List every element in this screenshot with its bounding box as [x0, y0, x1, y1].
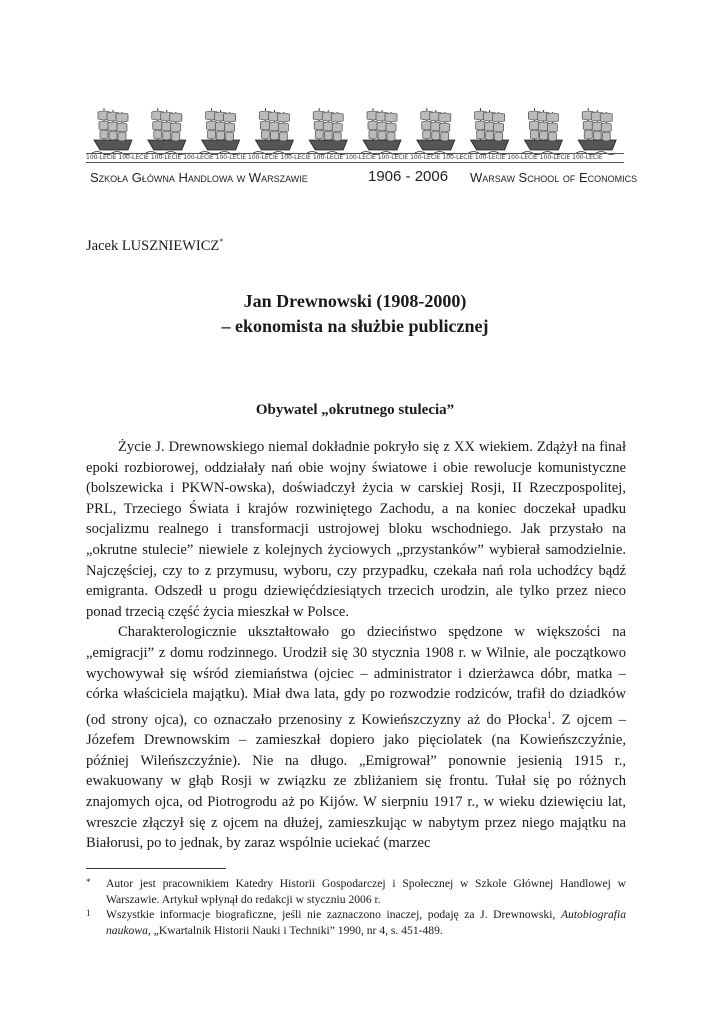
footnote-text: [106, 907, 626, 938]
footnote-separator: [86, 868, 226, 869]
article-title-line2: – ekonomista na służbie publicznej: [221, 316, 489, 336]
author-footnote-mark: *: [219, 237, 224, 246]
ship-icon: [469, 108, 509, 155]
ship-icon: [522, 108, 562, 155]
footnotes: [86, 876, 626, 938]
ship-icon: [92, 108, 132, 155]
ship-icon: [200, 108, 240, 155]
paragraph-2-part-a: Charakterologicznie ukształtowało go dzieciństwo spędzone w większości na „emigracji” z domu rodzinnego. Urodził się 30 stycznia 1908 r. w Wilnie, ale początkowo wychowywał się wśród ziemiaństwa (ojciec – administrator i dzierżawca dóbr, matka – córka właściciela majątku). Miał dwa lata, gdy po rozwodzie rodziców, trafił do dziadków (od strony ojca), co oznaczało przenosiny z Kowieńszczyzny aż do Płocka: [86, 624, 626, 728]
footnote-mark: *: [86, 877, 91, 887]
footnote-cited-title: Autobiografia naukowa: [106, 908, 626, 937]
ship-icon: [253, 108, 293, 155]
ship-icon: [576, 108, 616, 155]
article-title-line1: Jan Drewnowski (1908-2000): [243, 291, 467, 311]
ship-logo-row: [86, 104, 624, 156]
author-name: [86, 233, 223, 255]
ship-icon: [146, 108, 186, 155]
footnote-mark: 1: [86, 908, 91, 918]
centenary-strip: 100-LECIE 100-LECIE 100-LECIE 100-LECIE 100-LECIE 100-LECIE 100-LECIE 100-LECIE 100-LECIE 100-LECIE 100-LECIE 100-LECIE 100-LECIE 100-LECIE 100-LECIE 100-LECIE: [86, 153, 624, 163]
footnote-1: [86, 907, 626, 938]
ship-icon: [307, 108, 347, 155]
footnote-author: [86, 876, 626, 907]
footnote-text-part-b: , „Kwartalnik Historii Nauki i Techniki” 1990, nr 4, s. 451-489.: [147, 923, 443, 937]
school-name-english: Warsaw School of Economics: [470, 170, 638, 185]
ship-icon: [361, 108, 401, 155]
ship-icon: [415, 108, 455, 155]
paragraph-2: [86, 622, 626, 853]
anniversary-years: 1906 - 2006: [368, 168, 449, 185]
body-text: [86, 437, 626, 854]
paragraph-1: Życie J. Drewnowskiego niemal dokładnie pokryło się z XX wiekiem. Zdążył na finał epoki rozbiorowej, oddziałały nań obie wojny światowe i obie rewolucje komunistyczne (bolszewicka i PKWN-owska), doświadczył życia w carskiej Rosji, II Rzeczpospolitej, PRL, Trzeciego Świata i krajów rozwiniętego Zachodu, a na koniec doczekał upadku socjalizmu realnego i transformacji ustrojowej bloku wschodniego. Jak przystało na „okrutne stulecie” niewiele z kolejnych życiowych „przystanków” wybierał samodzielnie. Najczęściej, czy to z przymusu, wyboru, czy przypadku, czekała nań rola uchodźcy bądź emigranta. Odszedł u progu dziewięćdziesiątych trzecich urodzin, ale tylko przez nieco ponad trzecią część życia mieszkał w Polsce.: [86, 439, 626, 620]
author-text: Jacek LUSZNIEWICZ: [86, 237, 220, 254]
footnote-text: Autor jest pracownikiem Katedry Historii Gospodarczej i Społecznej w Szkole Głównej Handlowej w Warszawie. Artykuł wpłynął do redakcji w styczniu 2006 r.: [106, 877, 626, 906]
section-heading: Obywatel „okrutnego stulecia”: [255, 402, 455, 418]
footnote-text-part-a: Wszystkie informacje biograficzne, jeśli nie zaznaczono inaczej, podaję za J. Drewnowski,: [106, 908, 561, 921]
paragraph-2-part-b: . Z ojcem – Józefem Drewnowskim – zamieszkał dopiero jako pięciolatek (na Kowieńszczyźnie, później Wileńszczyźnie). Nie na długo. „Emigrował” ponownie jesienią 1915 r., ewakuowany w głąb Rosji w związku ze zbliżaniem się frontu. Tułał się po różnych znajomych ojca, od Piotrogrodu aż po Kijów. W sierpniu 1917 r., w wieku dziewięciu lat, wreszcie złączył się z ojcem na dłużej, zamieszkując w nabytym przez niego majątku na Białorusi, po to jednak, by zaraz wspólnie uciekać (marzec: [86, 711, 627, 852]
school-name-polish: Szkoła Główna Handlowa w Warszawie: [90, 170, 308, 185]
footnote-ref-1: 1: [547, 709, 552, 720]
